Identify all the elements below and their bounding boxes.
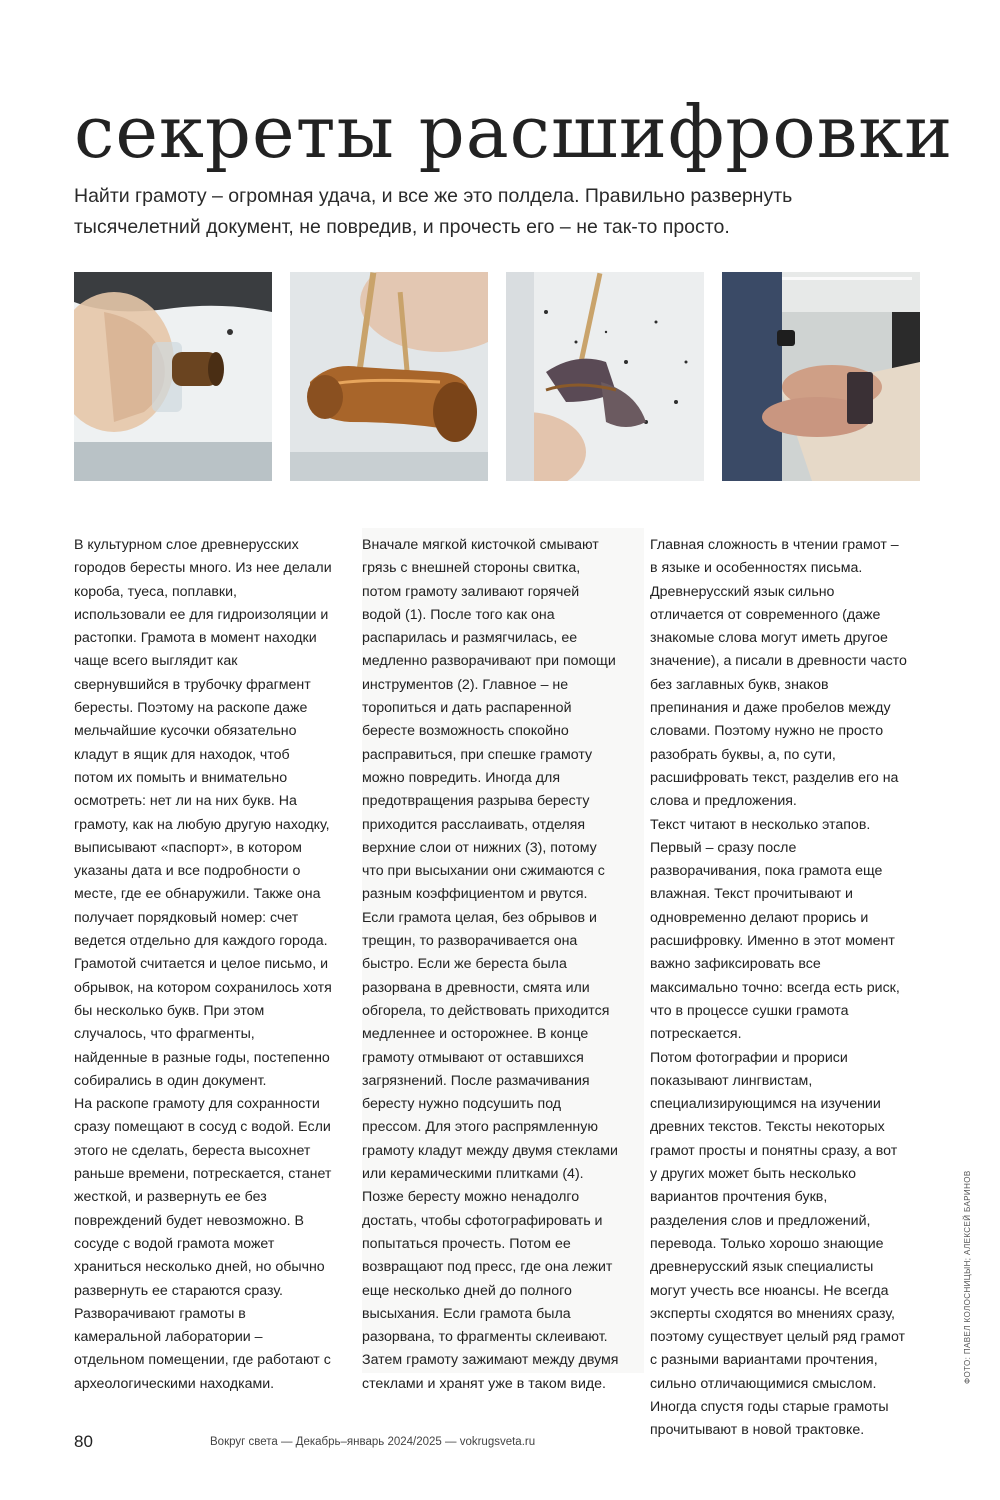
paragraph: На раскопе грамоту для сохранности сразу помещают в сосуд с водой. Если этого не сделать, береста высохнет раньше времени, потрескается, станет жесткой, и развернуть ее без повреждений будет невозможно. В сосуде с водой грамота может храниться несколько дней, но обычно развернуть ее стараются сразу. (74, 1096, 332, 1299)
article-title: секреты расшифровки (74, 90, 954, 174)
paragraph: Текст читают в несколько этапов. Первый – сразу после разворачивания, пока грамота еще влажная. Текст прочитывают и одновременно делают прорись и расшифровку. Именно в этот момент важно зафиксировать все максимально точно: всегда есть риск, что в процессе сушки грамота потрескается. (650, 816, 900, 1043)
photo-bark-unrolling (290, 272, 488, 481)
text-column-1 (74, 534, 332, 1396)
photo-bark-soaking (74, 272, 272, 481)
article-lead: Найти грамоту – огромная удача, и все же это полдела. Правильно развернуть тысячелетний документ, не повредив, и прочесть его – не так-то просто. (74, 185, 793, 238)
paragraph: Разворачивают грамоты в камеральной лаборатории – отдельном помещении, где работают с археологическими находками. (74, 1305, 331, 1392)
paragraph: Потом фотографии и прориси показывают лингвистам, специализирующимся на изучении древних текстов. Тексты некоторых грамот просты и понятны сразу, а вот у других может быть несколько вариантов прочтения букв, разделения слов и предложений, перевода. Только хорошо знающие древнерусский язык специалисты могут учесть все нюансы. Не всегда эксперты сходятся во мнениях сразу, поэтому существует целый ряд грамот с разными вариантами прочтения, сильно отличающимися смыслом. Иногда спустя годы старые грамоты прочитывают в новой трактовке. (650, 1049, 906, 1439)
paragraph: Вначале мягкой кисточкой смывают грязь с внешней стороны свитка, потом грамоту заливают горячей водой (1). После того как она распарилась и размягчилась, ее медленно разворачивают при помощи инструментов (2). Главное – не торопиться и дать распаренной бересте возможность спокойно расправиться, при спешке грамоту можно повредить. Иногда для предотвращения разрыва бересту приходится расслаивать, отделяя верхние слои от нижних (3), потому что при высыхании они сжимаются с разным коэффициентом и рвутся. Если грамота целая, без обрывов и трещин, то разворачивается она быстро. Если же береста была разорвана в древности, смята или обгорела, то действовать приходится медленнее и осторожнее. В конце грамоту отмывают от оставшихся загрязнений. После размачивания бересту нужно подсушить под прессом. Для этого распрямленную грамоту кладут между двумя стеклами или керамическими плитками (4). (362, 537, 618, 1183)
paragraph: Позже бересту можно ненадолго достать, чтобы сфотографировать и попытаться прочесть. Потом ее возвращают под пресс, где она лежит еще несколько дней до полного высыхания. Если грамота была разорвана, то фрагменты склеивают. Затем грамоту зажимают между двумя стеклами и хранят уже в таком виде. (362, 1189, 619, 1392)
page-footer (74, 1432, 954, 1462)
text-column-2 (362, 534, 620, 1396)
photo-credit: ФОТО: ПАВЕЛ КОЛОСНИЦЫН; АЛЕКСЕЙ БАРИНОВ (963, 1170, 972, 1384)
text-column-3 (650, 534, 908, 1443)
footer-text: Вокруг света — Декабрь–январь 2024/2025 — vokrugsveta.ru (210, 1436, 536, 1448)
paragraph: В культурном слое древнерусских городов бересты много. Из нее делали короба, туеса, поплавки, использовали ее для гидроизоляции и растопки. Грамота в момент находки чаще всего выглядит как свернувшийся в трубочку фрагмент бересты. Поэтому на раскопе даже мельчайшие кусочки обязательно кладут в ящик для находок, чтоб потом их помыть и внимательно осмотреть: нет ли на них букв. На грамоту, как на любую другую находку, выписывают «паспорт», в котором указаны дата и все подробности о месте, где ее обнаружили. Также она получает порядковый номер: счет ведется отдельно для каждого города. Грамотой считается и целое письмо, и обрывок, на котором сохранилось хотя бы несколько букв. При этом случалось, что фрагменты, найденные в разные годы, постепенно собирались в один документ. (74, 537, 332, 1089)
page-number: 80 (74, 1432, 93, 1451)
photo-bark-pressing (722, 272, 920, 481)
paragraph: Главная сложность в чтении грамот – в языке и особенностях письма. Древнерусский язык сильно отличается от современного (даже знакомые слова могут иметь другое значение), а писали в древности часто без заглавных букв, знаков препинания и даже пробелов между словами. Поэтому нужно не просто разобрать буквы, а, по сути, расшифровать текст, разделив его на слова и предложения. (650, 537, 907, 810)
photo-bark-separating (506, 272, 704, 481)
